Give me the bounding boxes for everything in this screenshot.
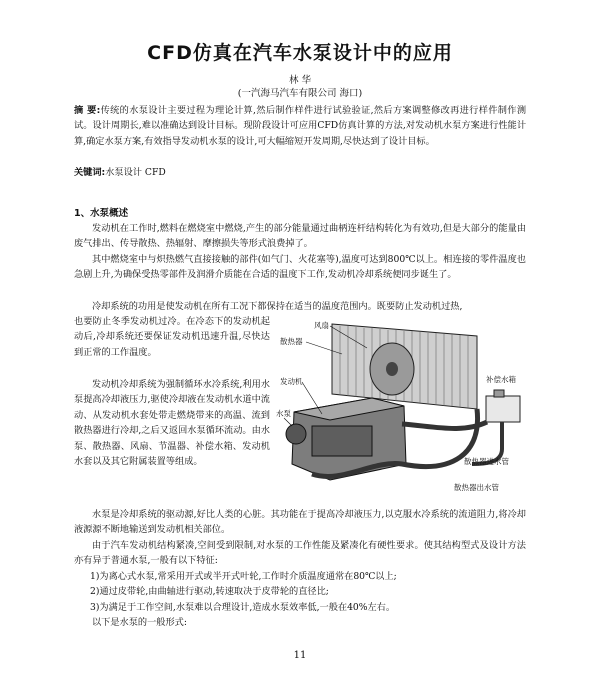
- paragraph-3-cont: 也要防止冬季发动机过冷。在冷态下的发动机起动后,冷却系统还要保证发动机迅速升温,尽快达到正常的工作温度。: [74, 316, 270, 358]
- author-affiliation: (一汽海马汽车有限公司 海口): [237, 88, 363, 99]
- label-outlet-hose: 散热器出水管: [454, 483, 499, 492]
- label-tank: 补偿水箱: [486, 375, 516, 384]
- paragraph-2: 其中燃烧室中与炽热燃气直接接触的部件(如气门、火花塞等),温度可达到800℃以上。相连接的零件温度也急剧上升,为确保受热零部件及润滑介质能在合适的温度下工作,发动机冷却系统便同步诞生了。: [74, 254, 526, 281]
- list-item: 3)为满足于工作空间,水泵难以合理设计,造成水泵效率低,一般在40%左右。: [90, 602, 396, 613]
- list-item: 2)通过皮带轮,由曲轴进行驱动,转速取决于皮带轮的直径比;: [90, 586, 329, 597]
- keywords-label: 关键词:: [74, 167, 106, 178]
- abstract-text: 传统的水泵设计主要过程为理论计算,然后制作样件进行试验验证,然后方案调整修改再进行样件制作测试。设计周期长,难以准确达到设计目标。现阶段设计可应用CFD仿真计算的方法,对发动机水泵方案进行性能计算,确定水泵方案,有效指导发动机水泵的设计,可大幅缩短开发周期,尽快达到了设计目标。: [74, 105, 527, 147]
- section-heading: 1、水泵概述: [74, 208, 129, 219]
- paragraph-1: 发动机在工作时,燃料在燃烧室中燃烧,产生的部分能量通过曲柄连杆结构转化为有效功,但是大部分的能量由废气排出、传导散热、热辐射、摩擦损失等形式浪费掉了。: [74, 223, 526, 250]
- label-radiator: 散热器: [280, 337, 303, 346]
- paragraph-5: 水泵是冷却系统的驱动源,好比人类的心脏。其功能在于提高冷却液压力,以克服水冷系统的流道阻力,将冷却液源源不断地输送到发动机相关部位。: [74, 509, 526, 536]
- keywords-text: 水泵设计 CFD: [105, 167, 166, 178]
- label-fan: 风扇: [314, 321, 329, 330]
- abstract-label: 摘 要:: [74, 105, 101, 116]
- paper-title: CFD仿真在汽车水泵设计中的应用: [147, 42, 453, 64]
- paragraph-3-start: 冷却系统的功用是使发动机在所有工况下都保持在适当的温度范围内。既要防止发动机过热,: [92, 301, 463, 312]
- paragraph-7: 以下是水泵的一般形式:: [92, 617, 187, 628]
- paragraph-6: 由于汽车发动机结构紧凑,空间受到限制,对水泵的工作性能及紧凑化有硬性要求。使其结构型式及设计方法亦有异于普通水泵,一般有以下特征:: [74, 540, 526, 567]
- label-inlet-hose: 散热器进水管: [464, 457, 509, 466]
- abstract: [74, 103, 526, 149]
- author-name: 林 华: [288, 75, 312, 86]
- cooling-system-figure: [272, 314, 528, 504]
- list-item: 1)为离心式水泵,常采用开式或半开式叶轮,工作时介质温度通常在80℃以上;: [90, 571, 397, 582]
- paragraph-4: 发动机冷却系统为强制循环水冷系统,利用水泵提高冷却液压力,驱使冷却液在发动机水道中流动、从发动机水套处带走燃烧带来的高温、流到散热器进行冷却,之后又返回水泵循环流动。由水泵、散热器、风扇、节温器、补偿水箱、发动机水套以及其它附属装置等组成。: [74, 379, 270, 468]
- keywords: [74, 165, 526, 180]
- label-pump: 水泵: [276, 409, 291, 418]
- label-engine: 发动机: [280, 377, 303, 386]
- page-number: 11: [293, 650, 307, 661]
